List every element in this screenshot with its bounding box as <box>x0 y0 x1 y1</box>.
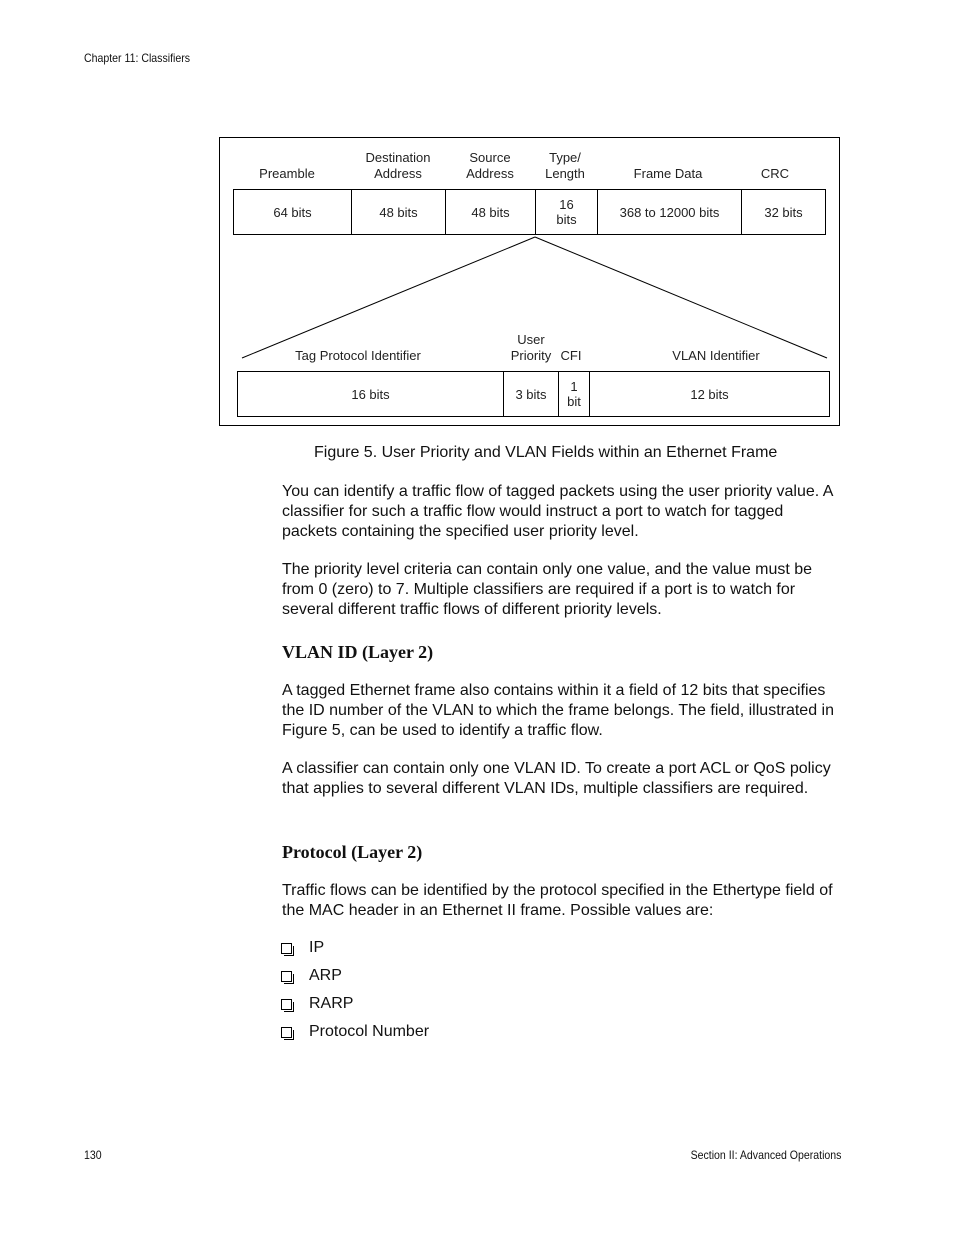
tag-fields-row <box>237 371 830 417</box>
checkbox-bullet-icon <box>281 1027 292 1038</box>
label-source-line2: Address <box>466 166 514 181</box>
list-item-label: RARP <box>309 995 354 1012</box>
checkbox-bullet-icon <box>281 943 292 954</box>
paragraph-vlan-field: A tagged Ethernet frame also contains within it a field of 12 bits that specifies the ID number of the VLAN to which the frame belongs. The field, illustrated in Figure 5, can be used to identify a traffic flow. <box>282 682 834 739</box>
label-type-line1: Type/ <box>549 150 581 165</box>
cell-type-length: 16 bits <box>535 190 597 234</box>
label-user-line1: User <box>517 332 545 347</box>
label-frame-data: Frame Data <box>633 166 703 181</box>
page-number: 130 <box>84 1148 102 1162</box>
cell-tag-protocol-identifier: 16 bits <box>351 386 390 402</box>
label-cfi: CFI <box>560 348 582 363</box>
checkbox-bullet-icon <box>281 971 292 982</box>
list-item <box>281 995 353 1013</box>
checkbox-bullet-icon <box>281 999 292 1010</box>
label-user-line2: Priority <box>510 348 552 363</box>
list-item <box>281 939 324 957</box>
cell-preamble: 64 bits <box>273 204 312 220</box>
list-item-label: IP <box>309 939 325 956</box>
cell-crc: 32 bits <box>741 190 825 234</box>
chapter-header: Chapter 11: Classifiers <box>84 51 191 65</box>
cell-frame-data: 368 to 12000 bits <box>597 190 741 234</box>
figure-caption: Figure 5. User Priority and VLAN Fields within an Ethernet Frame <box>314 444 778 461</box>
label-source-line1: Source <box>469 150 511 165</box>
cell-cfi: 1 bit <box>558 372 589 416</box>
paragraph-vlan-classifier: A classifier can contain only one VLAN ID. To create a port ACL or QoS policy that applies to several different VLAN IDs, multiple classifiers are required. <box>282 760 831 797</box>
list-item-label: ARP <box>309 967 342 984</box>
label-crc: CRC <box>760 166 790 181</box>
paragraph-user-priority: You can identify a traffic flow of tagged packets using the user priority value. A classifier for such a traffic flow would instruct a port to watch for tagged packets containing the specified user priority level. <box>282 483 833 540</box>
heading-vlan-id: VLAN ID (Layer 2) <box>282 642 434 662</box>
list-item <box>281 967 342 985</box>
list-item <box>281 1023 429 1041</box>
label-tag-protocol-identifier: Tag Protocol Identifier <box>295 348 421 363</box>
paragraph-priority-criteria: The priority level criteria can contain only one value, and the value must be from 0 (zero) to 7. Multiple classifiers are required if a port is to watch for several different traffic flows of different priority levels. <box>282 561 813 618</box>
label-vlan-identifier: VLAN Identifier <box>672 348 760 363</box>
cell-vlan-identifier: 12 bits <box>589 372 829 416</box>
label-destination-line1: Destination <box>365 150 431 165</box>
list-item-label: Protocol Number <box>309 1023 430 1040</box>
section-footer: Section II: Advanced Operations <box>690 1148 841 1162</box>
label-preamble: Preamble <box>259 166 315 181</box>
cell-user-priority: 3 bits <box>503 372 558 416</box>
ethernet-frame-figure <box>219 137 840 426</box>
label-user-priority <box>503 332 559 364</box>
cell-destination: 48 bits <box>351 190 445 234</box>
paragraph-protocol: Traffic flows can be identified by the protocol specified in the Ethertype field of the MAC header in an Ethernet II frame. Possible values are: <box>282 882 833 919</box>
label-destination-line2: Address <box>374 166 422 181</box>
label-type-line2: Length <box>545 166 585 181</box>
heading-protocol: Protocol (Layer 2) <box>282 842 423 862</box>
cell-source: 48 bits <box>445 190 535 234</box>
